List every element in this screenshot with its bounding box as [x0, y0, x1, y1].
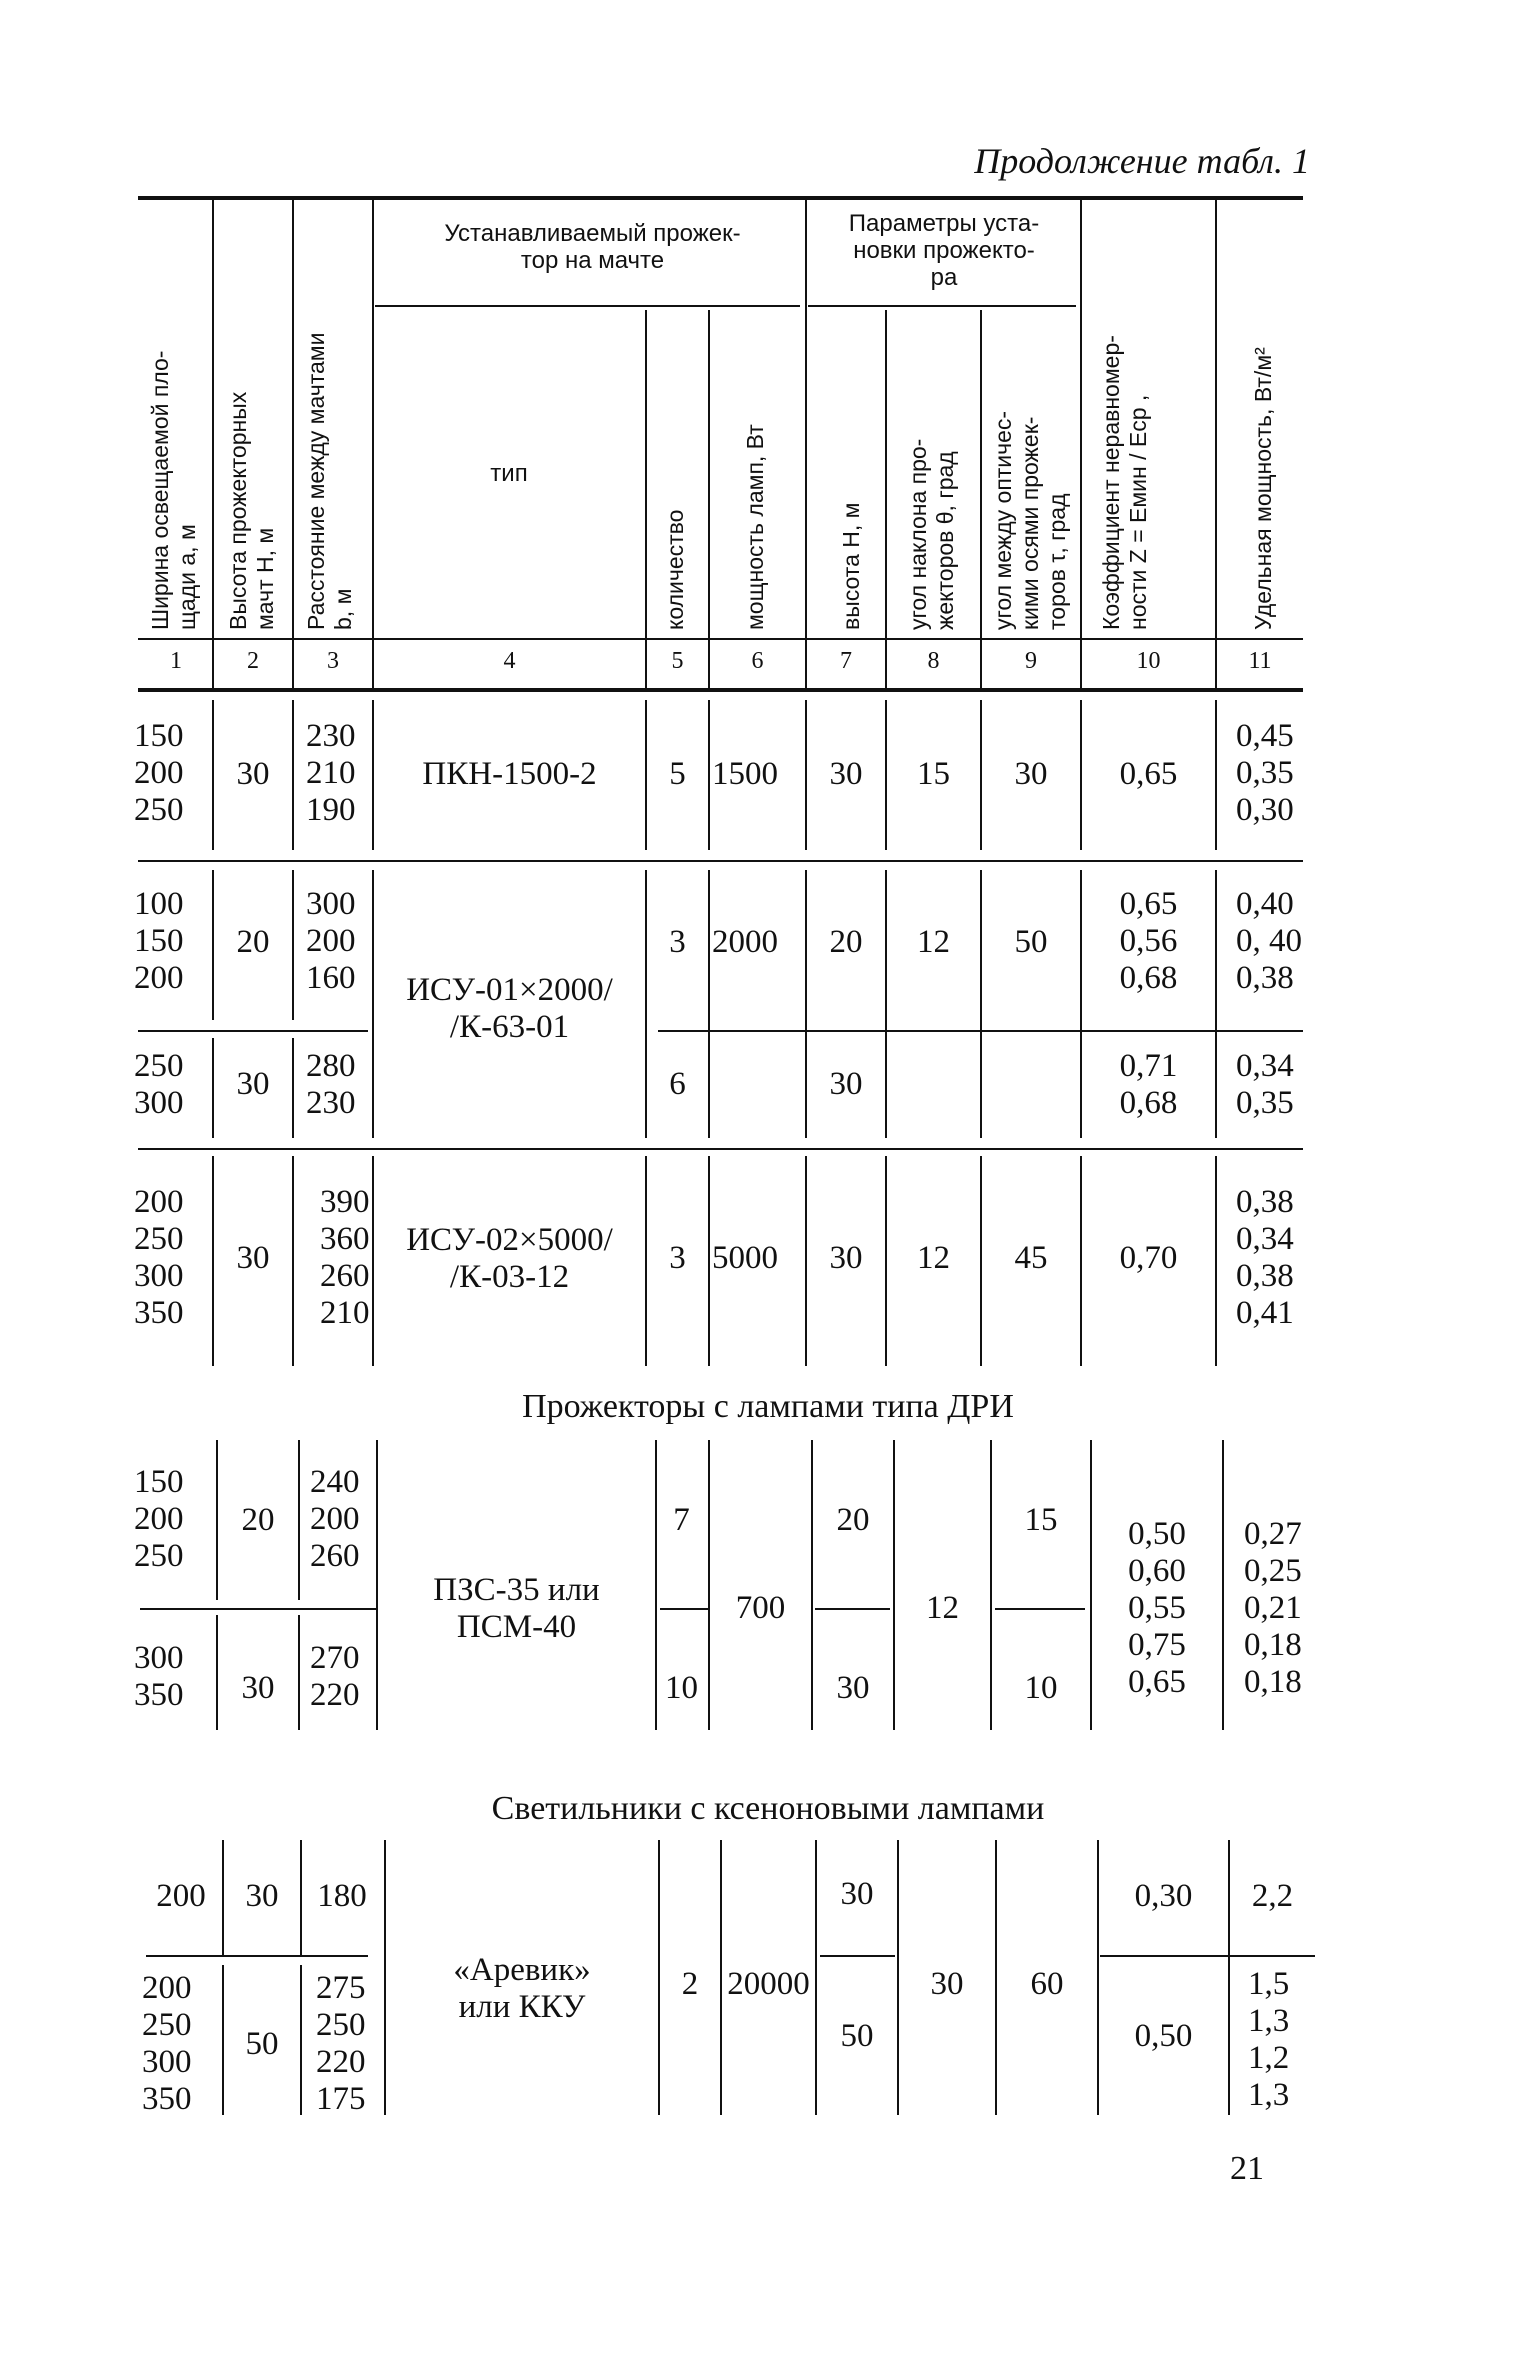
cell-power: 20000	[727, 1966, 810, 2002]
group-projector-rule	[375, 305, 800, 307]
section-title-xenon: Светильники с ксеноновыми лампами	[491, 1790, 1045, 1827]
sub-separator	[140, 1608, 376, 1610]
divider	[708, 1440, 710, 1730]
header-mast-distance: Расстояние между мачтами b, м	[303, 332, 356, 630]
block-separator	[138, 1148, 1303, 1150]
divider	[1215, 700, 1217, 850]
divider	[292, 870, 294, 1020]
col-number: 7	[840, 648, 852, 674]
cell-width: 150 200 250	[134, 1464, 184, 1574]
cell-count: 10	[665, 1670, 698, 1706]
header-lamp-power: мощность ламп, Вт	[742, 424, 768, 630]
header-divider	[708, 310, 710, 688]
cell-type: ПЗС-35 или ПСМ-40	[433, 1572, 600, 1645]
cell-specific-power: 0,45 0,35 0,30	[1236, 718, 1294, 828]
cell-mast-distance: 390 360 260 210	[320, 1184, 370, 1331]
header-mast-height: Высота прожекторных мачт H, м	[225, 391, 278, 630]
group-header-params: Параметры уста- новки прожекто- ра	[848, 210, 1040, 291]
cell-mast-distance: 270 220	[310, 1640, 360, 1713]
col-number: 4	[503, 648, 516, 674]
cell-mast-height: 20	[241, 1502, 275, 1538]
header-divider	[372, 200, 374, 688]
cell-type: «Аревик» или ККУ	[453, 1952, 591, 2025]
cell-specific-power: 0,40 0, 40 0,38	[1236, 886, 1302, 996]
header-divider	[292, 200, 294, 688]
sub-separator	[658, 1030, 1303, 1032]
cell-axis-angle: 50	[1014, 924, 1048, 960]
cell-tilt: 12	[917, 924, 950, 960]
header-specific-power: Удельная мощность, Вт/м²	[1250, 347, 1276, 630]
header-unevenness: Коэффициент неравномер- ности Z = Eмин / Eср ,	[1098, 335, 1151, 630]
cell-axis-angle: 10	[1024, 1670, 1058, 1706]
cell-install-height: 20	[836, 1502, 870, 1538]
table-top-rule	[138, 196, 1303, 200]
cell-unevenness: 0,71 0,68	[1119, 1048, 1178, 1121]
page-number: 21	[1230, 2150, 1264, 2187]
cell-width: 200 250 300 350	[134, 1184, 184, 1331]
header-divider	[212, 200, 214, 688]
header-count: количество	[662, 509, 688, 630]
cell-install-height: 30	[829, 1240, 863, 1276]
header-type: тип	[490, 460, 528, 487]
cell-mast-distance: 230 210 190	[306, 718, 356, 828]
divider	[292, 1038, 294, 1138]
cell-mast-height: 30	[241, 1670, 275, 1706]
cell-width: 200	[156, 1878, 206, 1914]
cell-mast-distance: 300 200 160	[306, 886, 356, 996]
sub-separator	[1100, 1955, 1315, 1957]
col-number: 11	[1248, 648, 1272, 674]
cell-type: ПКН-1500-2	[422, 756, 597, 792]
cell-unevenness: 0,65 0,56 0,68	[1119, 886, 1178, 996]
col-number: 6	[751, 648, 764, 674]
cell-axis-angle: 15	[1024, 1502, 1058, 1538]
cell-axis-angle: 45	[1014, 1240, 1048, 1276]
header-divider	[805, 200, 807, 688]
divider	[708, 1156, 710, 1366]
header-divider	[1215, 200, 1217, 688]
cell-power: 1500	[712, 756, 778, 792]
cell-power: 700	[735, 1590, 786, 1626]
header-divider	[885, 310, 887, 688]
cell-tilt: 15	[917, 756, 950, 792]
header-install-height: высота H, м	[838, 502, 864, 630]
cell-count: 3	[669, 924, 686, 960]
continuation-title: Продолжение табл. 1	[974, 141, 1310, 181]
cell-install-height: 30	[829, 1066, 863, 1102]
cell-count: 7	[673, 1502, 690, 1538]
block-separator	[138, 860, 1303, 862]
cell-unevenness: 0,50 0,60 0,55 0,75 0,65	[1128, 1516, 1186, 1700]
sub-separator	[815, 1608, 890, 1610]
cell-specific-power: 2,2	[1251, 1878, 1294, 1914]
header-width: Ширина освещаемой пло- щади a, м	[147, 350, 200, 630]
cell-mast-height: 30	[236, 1240, 270, 1276]
cell-mast-height: 30	[236, 756, 270, 792]
col-number: 1	[170, 648, 182, 674]
cell-unevenness: 0,30	[1134, 1878, 1193, 1914]
cell-tilt: 12	[917, 1240, 950, 1276]
cell-count: 6	[669, 1066, 686, 1102]
cell-specific-power: 0,38 0,34 0,38 0,41	[1236, 1184, 1294, 1331]
cell-count: 2	[681, 1966, 699, 2002]
col-number: 2	[247, 648, 259, 674]
divider	[292, 1156, 294, 1366]
cell-type: ИСУ-02×5000/ /К-03-12	[406, 1222, 613, 1295]
sub-separator	[138, 1030, 368, 1032]
divider	[1215, 1156, 1217, 1366]
cell-specific-power: 0,27 0,25 0,21 0,18 0,18	[1244, 1516, 1302, 1700]
section-title-dri: Прожекторы с лампами типа ДРИ	[522, 1388, 1014, 1425]
cell-mast-height: 30	[236, 1066, 270, 1102]
divider	[708, 700, 710, 850]
sub-separator	[820, 1955, 895, 1957]
divider	[893, 1440, 895, 1730]
cell-install-height: 50	[840, 2018, 874, 2054]
divider	[980, 870, 982, 1138]
col-number: 5	[671, 648, 684, 674]
cell-mast-distance: 275 250 220 175	[316, 1970, 366, 2117]
header-bottom-rule	[138, 638, 1303, 640]
header-divider	[980, 310, 982, 688]
cell-width: 100 150 200	[134, 886, 184, 996]
header-axis-angle: угол между оптичес- кими осями прожек- торов τ, град	[990, 410, 1070, 630]
cell-mast-height: 20	[236, 924, 270, 960]
divider	[300, 1965, 302, 2115]
group-header-projector: Устанавливаемый прожек- тор на мачте	[444, 220, 741, 274]
cell-axis-angle: 60	[1030, 1966, 1064, 2002]
header-divider	[645, 310, 647, 688]
header-divider	[1080, 200, 1082, 688]
cell-power: 2000	[712, 924, 778, 960]
cell-install-height: 30	[840, 1876, 874, 1912]
cell-install-height: 30	[829, 756, 863, 792]
cell-tilt: 30	[930, 1966, 964, 2002]
cell-mast-distance: 180	[317, 1878, 367, 1914]
col-number: 10	[1136, 648, 1161, 674]
cell-axis-angle: 30	[1014, 756, 1048, 792]
cell-mast-distance: 240 200 260	[310, 1464, 360, 1574]
cell-width: 200 250 300 350	[142, 1970, 192, 2117]
group-params-rule	[808, 305, 1076, 307]
cell-tilt: 12	[926, 1590, 959, 1626]
cell-mast-distance: 280 230	[306, 1048, 356, 1121]
cell-install-height: 20	[829, 924, 863, 960]
divider	[292, 700, 294, 850]
cell-count: 5	[669, 756, 686, 792]
cell-width: 300 350	[134, 1640, 184, 1713]
cell-mast-height: 50	[245, 2026, 279, 2062]
divider	[708, 870, 710, 1138]
numbers-bottom-rule	[138, 688, 1303, 692]
cell-mast-height: 30	[245, 1878, 279, 1914]
sub-separator	[660, 1608, 708, 1610]
divider	[298, 1615, 300, 1730]
col-number: 8	[927, 648, 940, 674]
cell-width: 250 300	[134, 1048, 184, 1121]
sub-separator	[995, 1608, 1085, 1610]
cell-count: 3	[669, 1240, 686, 1276]
header-tilt-angle: угол наклона про- жекторов θ, град	[905, 438, 958, 630]
col-number: 9	[1025, 648, 1037, 674]
cell-install-height: 30	[836, 1670, 870, 1706]
divider	[885, 870, 887, 1138]
cell-unevenness: 0,50	[1134, 2018, 1193, 2054]
cell-specific-power: 1,5 1,3 1,2 1,3	[1248, 1966, 1290, 2113]
sub-separator	[146, 1955, 368, 1957]
cell-specific-power: 0,34 0,35	[1236, 1048, 1294, 1121]
cell-width: 150 200 250	[134, 718, 184, 828]
cell-type: ИСУ-01×2000/ /К-63-01	[406, 972, 613, 1045]
cell-power: 5000	[712, 1240, 778, 1276]
col-number: 3	[327, 648, 339, 674]
cell-unevenness: 0,65	[1119, 756, 1178, 792]
divider	[1222, 1440, 1224, 1730]
cell-unevenness: 0,70	[1119, 1240, 1178, 1276]
divider	[1215, 870, 1217, 1138]
divider	[298, 1440, 300, 1600]
